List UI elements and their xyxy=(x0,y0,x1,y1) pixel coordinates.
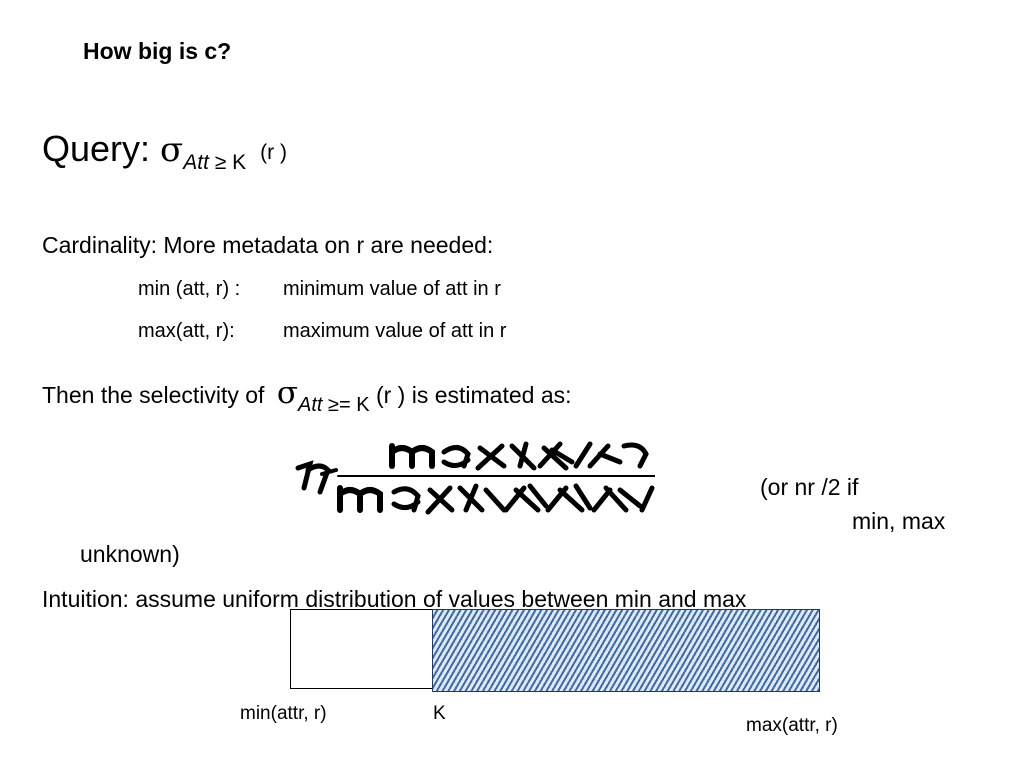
garbled-formula-graphic xyxy=(290,440,655,515)
fallback-note-line1: (or nr /2 if xyxy=(760,474,859,500)
intuition-text: Intuition: assume uniform distribution of values between min and max xyxy=(42,586,747,612)
metadata-desc: maximum value of att in r xyxy=(283,320,507,342)
selectivity-line xyxy=(42,375,572,416)
selectivity-suffix: (r ) is estimated as: xyxy=(369,382,572,408)
slide-title: How big is c? xyxy=(83,38,232,64)
max-attr-label: max(attr, r) xyxy=(746,715,838,736)
selectivity-op: ≥= K xyxy=(322,394,370,416)
query-prefix: Query: xyxy=(42,128,151,169)
query-op: ≥ K xyxy=(208,151,247,174)
query-attr: Att xyxy=(183,151,209,174)
metadata-key: min (att, r) : xyxy=(138,278,241,300)
selected-range-hatched xyxy=(432,609,820,692)
query-expression xyxy=(42,128,287,174)
fallback-note-line3: unknown) xyxy=(80,541,180,567)
metadata-key: max(att, r): xyxy=(138,320,235,342)
fallback-note-line2: min, max xyxy=(852,508,946,534)
metadata-desc: minimum value of att in r xyxy=(283,278,501,300)
query-condition xyxy=(183,151,246,174)
sigma-symbol: σ xyxy=(276,375,299,411)
cardinality-heading: Cardinality: More metadata on r are needed: xyxy=(42,232,494,258)
min-attr-label: min(attr, r) xyxy=(240,703,327,724)
metadata-row-min xyxy=(138,278,501,301)
selectivity-formula-image xyxy=(290,440,655,515)
selectivity-prefix: Then the selectivity of xyxy=(42,382,271,408)
metadata-row-max xyxy=(138,320,506,343)
selectivity-condition xyxy=(298,394,370,416)
selectivity-attr: Att xyxy=(298,394,323,416)
sigma-symbol: σ xyxy=(160,130,184,170)
k-label: K xyxy=(433,703,446,724)
query-arg: (r ) xyxy=(260,141,287,164)
